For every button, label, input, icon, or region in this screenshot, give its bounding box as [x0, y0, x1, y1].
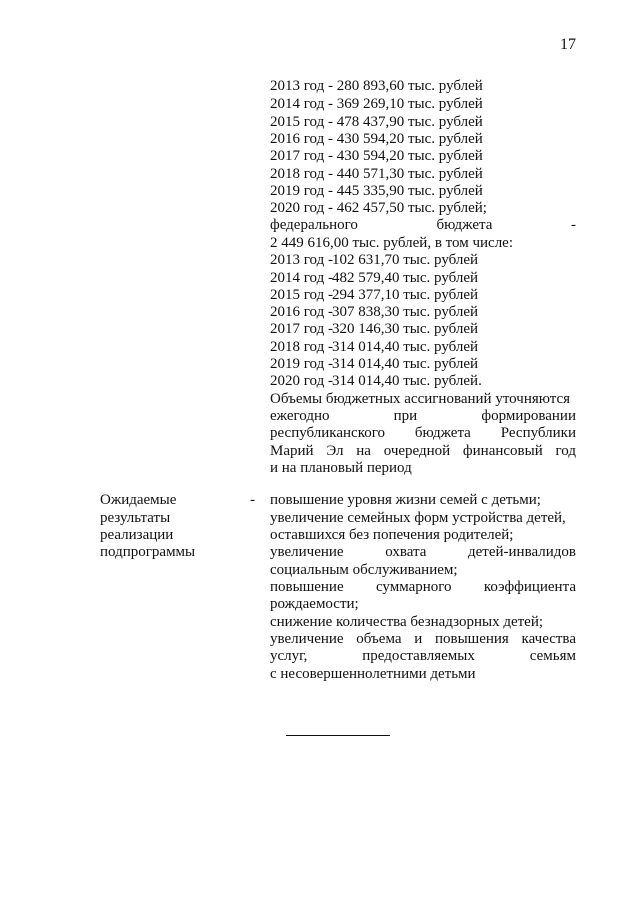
note-word: на — [356, 443, 371, 459]
result-word: качества — [521, 631, 576, 647]
fed-year: 2014 год - — [270, 270, 333, 286]
note-line: Объемы бюджетных ассигнований уточняются — [270, 391, 571, 407]
section-label-line: результаты — [100, 510, 171, 526]
result-word: и — [414, 631, 423, 647]
rep-budget-line: 2014 год - 369 269,10 тыс. рублей — [270, 96, 483, 112]
fed-amount: 102 631,70 тыс. рублей — [332, 252, 479, 268]
fed-year: 2018 год - — [270, 339, 333, 355]
result-line — [270, 648, 576, 665]
fed-amount: 294 377,10 тыс. рублей — [332, 287, 479, 303]
fed-budget-line — [270, 252, 478, 269]
result-line — [270, 631, 576, 648]
fed-year: 2017 год - — [270, 321, 333, 337]
federal-heading — [270, 217, 576, 234]
rep-budget-line: 2013 год - 280 893,60 тыс. рублей — [270, 78, 483, 94]
result-word: повышения — [434, 631, 509, 647]
result-line: снижение количества безнадзорных детей; — [270, 614, 544, 630]
fed-amount: 314 014,40 тыс. рублей. — [332, 373, 482, 389]
rep-budget-line: 2019 год - 445 335,90 тыс. рублей — [270, 183, 483, 199]
note-word: Эл — [326, 443, 344, 459]
fed-amount: 314 014,40 тыс. рублей — [332, 356, 479, 372]
fed-budget-line — [270, 339, 478, 356]
rep-budget-line: 2020 год - 462 457,50 тыс. рублей; — [270, 200, 487, 216]
note-line — [270, 443, 576, 460]
note-word: финансовый — [462, 443, 543, 459]
note-word: бюджета — [414, 425, 471, 441]
fed-year: 2016 год - — [270, 304, 333, 320]
result-line — [270, 544, 576, 561]
federal-total: 2 449 616,00 тыс. рублей, в том числе: — [270, 235, 514, 251]
federal-heading-word: - — [570, 217, 576, 233]
result-line — [270, 579, 576, 596]
fed-budget-line — [270, 270, 478, 287]
note-word: год — [555, 443, 576, 459]
result-word: семьям — [529, 648, 576, 664]
rep-budget-line: 2018 год - 440 571,30 тыс. рублей — [270, 166, 483, 182]
result-word: коэффициента — [483, 579, 576, 595]
result-word: услуг, — [270, 648, 308, 664]
note-word: очередной — [383, 443, 451, 459]
fed-budget-line — [270, 356, 478, 373]
federal-heading-word: бюджета — [436, 217, 493, 233]
fed-year: 2013 год - — [270, 252, 333, 268]
result-word: повышение — [270, 579, 344, 595]
fed-year: 2020 год - — [270, 373, 333, 389]
fed-amount: 314 014,40 тыс. рублей — [332, 339, 479, 355]
fed-amount: 482 579,40 тыс. рублей — [332, 270, 479, 286]
section-label-line: Ожидаемые — [100, 492, 177, 508]
fed-amount: 320 146,30 тыс. рублей — [332, 321, 479, 337]
result-word: детей-инвалидов — [468, 544, 576, 560]
result-line: оставшихся без попечения родителей; — [270, 527, 514, 543]
fed-year: 2019 год - — [270, 356, 333, 372]
federal-heading-word: федерального — [270, 217, 358, 233]
rep-budget-line: 2015 год - 478 437,90 тыс. рублей — [270, 114, 483, 130]
note-word: ежегодно — [270, 408, 330, 424]
section-label-line: реализации — [100, 527, 174, 543]
note-line: и на плановый период — [270, 460, 412, 476]
note-word: Марий — [270, 443, 314, 459]
result-word: суммарного — [375, 579, 452, 595]
result-line: социальным обслуживанием; — [270, 562, 458, 578]
section-label-line: подпрограммы — [100, 544, 196, 560]
rep-budget-line: 2016 год - 430 594,20 тыс. рублей — [270, 131, 483, 147]
closing-rule — [286, 735, 390, 736]
label-dash: - — [250, 492, 255, 508]
result-line: рождаемости; — [270, 596, 359, 612]
fed-amount: 307 838,30 тыс. рублей — [332, 304, 479, 320]
rep-budget-line: 2017 год - 430 594,20 тыс. рублей — [270, 148, 483, 164]
note-word: при — [393, 408, 418, 424]
result-word: предоставляемых — [362, 648, 475, 664]
note-word: республиканского — [270, 425, 385, 441]
note-line — [270, 408, 576, 425]
note-word: формировании — [481, 408, 576, 424]
fed-budget-line — [270, 321, 478, 338]
result-line: повышение уровня жизни семей с детьми; — [270, 492, 541, 508]
fed-budget-line — [270, 304, 478, 321]
result-word: объема — [356, 631, 402, 647]
result-line: увеличение семейных форм устройства детей, — [270, 510, 566, 526]
result-line: с несовершеннолетними детьми — [270, 666, 476, 682]
fed-budget-line — [270, 287, 478, 304]
result-word: увеличение — [270, 631, 344, 647]
result-word: увеличение — [270, 544, 344, 560]
fed-year: 2015 год - — [270, 287, 333, 303]
page-number: 17 — [560, 36, 576, 53]
note-line — [270, 425, 576, 442]
result-word: охвата — [385, 544, 427, 560]
fed-budget-line — [270, 373, 482, 390]
note-word: Республики — [500, 425, 576, 441]
